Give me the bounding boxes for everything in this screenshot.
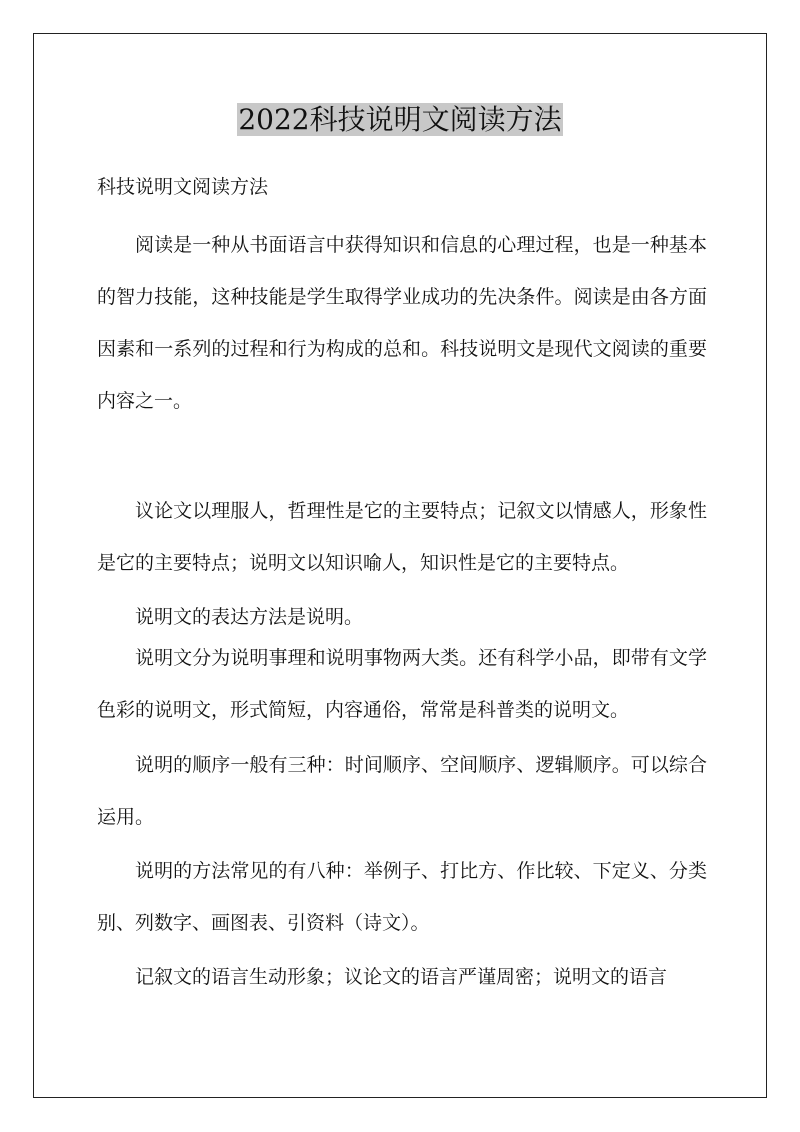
paragraph-categories: 说明文分为说明事理和说明事物两大类。还有科学小品，即带有文学色彩的说明文，形式简短，内容通俗，常常是科普类的说明文。: [97, 647, 707, 721]
paragraph-language-styles: 记叙文的语言生动形象；议论文的语言严谨周密；说明文的语言: [135, 966, 668, 988]
paragraph-explanation-methods: 说明的方法常见的有八种：举例子、打比方、作比较、下定义、分类别、列数字、画图表、引资料（诗文）。: [97, 860, 707, 934]
document-title-text: 2022科技说明文阅读方法: [238, 103, 562, 136]
paragraph-explanation-order: 说明的顺序一般有三种：时间顺序、空间顺序、逻辑顺序。可以综合运用。: [97, 754, 707, 828]
document-subtitle: 科技说明文阅读方法: [97, 176, 269, 198]
paragraph-expression-method: 说明文的表达方法是说明。: [135, 606, 364, 628]
document-title: [0, 100, 800, 140]
paragraph-genre-characteristics: 议论文以理服人，哲理性是它的主要特点；记叙文以情感人，形象性是它的主要特点；说明文以知识喻人，知识性是它的主要特点。: [97, 500, 707, 574]
paragraph-reading-definition: 阅读是一种从书面语言中获得知识和信息的心理过程，也是一种基本的智力技能，这种技能是学生取得学业成功的先决条件。阅读是由各方面因素和一系列的过程和行为构成的总和。科技说明文是现代文阅读的重要内容之一。: [97, 234, 707, 412]
